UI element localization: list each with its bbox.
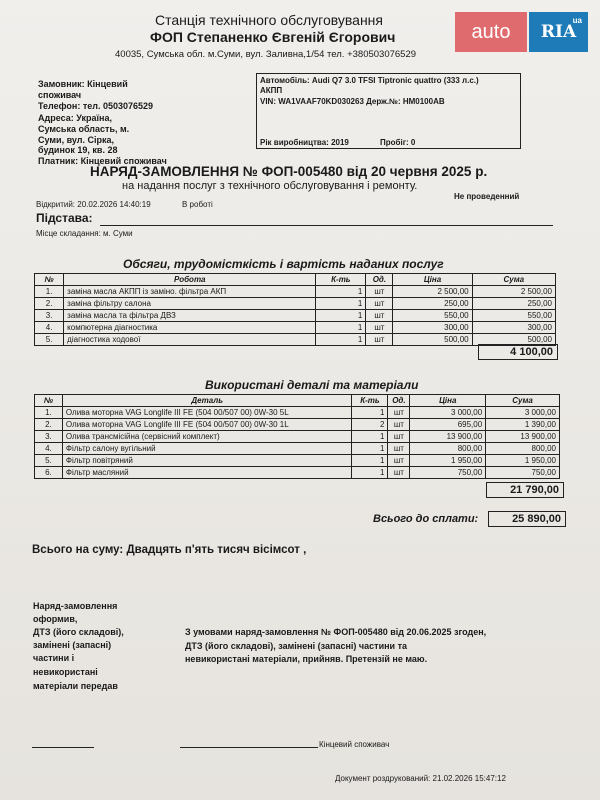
row-qty: 1 [316, 286, 366, 298]
row-number: 3. [35, 431, 63, 443]
logo-auto-text: auto [455, 12, 527, 52]
row-unit: шт [388, 443, 410, 455]
row-sum: 500,00 [472, 334, 555, 346]
auto-ria-logo[interactable] [455, 12, 588, 52]
owner-name: ФОП Степаненко Євгеній Єгорович [150, 29, 396, 45]
row-unit: шт [366, 310, 393, 322]
row-work: заміна фільтру салона [64, 298, 316, 310]
handover-line-1: Наряд-замовлення [33, 601, 118, 611]
row-part: Олива трансмісійна (сервісний комплект) [62, 431, 352, 443]
row-price: 1 950,00 [410, 455, 486, 467]
handover-line-2: оформив, [33, 614, 78, 624]
order-inwork: В роботі [182, 200, 213, 209]
handover-line-3: ДТЗ (його складові), [33, 627, 124, 637]
col-qty: К-ть [352, 395, 388, 407]
grand-total-value: 25 890,00 [488, 511, 566, 527]
row-number: 6. [35, 467, 63, 479]
parts-header-row [35, 395, 560, 407]
row-sum: 1 390,00 [486, 419, 560, 431]
customer-address-1: Адреса: Україна, [38, 113, 112, 123]
row-price: 550,00 [393, 310, 472, 322]
col-price: Ціна [410, 395, 486, 407]
row-qty: 2 [352, 419, 388, 431]
row-qty: 1 [352, 443, 388, 455]
row-part: Фільтр салону вугільний [62, 443, 352, 455]
table-row [35, 322, 556, 334]
row-qty: 1 [316, 310, 366, 322]
row-work: заміна масла та фільтра ДВЗ [64, 310, 316, 322]
col-number: № [35, 274, 64, 286]
vehicle-year: Рік виробництва: 2019 [260, 138, 349, 147]
row-part: Фільтр масляний [62, 467, 352, 479]
row-number: 2. [35, 419, 63, 431]
works-title: Обсяги, трудомісткість і вартість наданих послуг [123, 257, 444, 271]
signature-line-right [180, 747, 318, 748]
row-number: 1. [35, 407, 63, 419]
parts-total: 21 790,00 [486, 482, 564, 498]
table-row [35, 407, 560, 419]
table-row [35, 455, 560, 467]
row-price: 3 000,00 [410, 407, 486, 419]
table-row [35, 419, 560, 431]
table-row [35, 431, 560, 443]
row-qty: 1 [352, 431, 388, 443]
works-header-row [35, 274, 556, 286]
vehicle-transmission: АКПП [260, 86, 283, 95]
station-title: Станція технічного обслуговування [155, 12, 383, 28]
row-work: діагностика ходової [64, 334, 316, 346]
row-number: 4. [35, 322, 64, 334]
row-work: компютерна діагностика [64, 322, 316, 334]
handover-line-7: матеріали передав [33, 681, 118, 691]
customer-payer: Платник: Кінцевий споживач [38, 156, 167, 166]
parts-table [34, 394, 560, 479]
parts-title: Використані деталі та матеріали [205, 378, 419, 392]
customer-line-2: споживач [38, 90, 82, 100]
place-of-compilation: Місце складання: м. Суми [36, 229, 133, 238]
amount-in-words: Всього на суму: Двадцять п'ять тисяч вісімсот , [32, 544, 307, 556]
table-row [35, 467, 560, 479]
handover-line-5: частини і [33, 653, 75, 663]
order-status: Не проведенний [454, 192, 520, 201]
printed-timestamp: Документ роздрукований: 21.02.2026 15:47:12 [335, 774, 506, 783]
row-part: Олива моторна VAG Longlife III FE (504 00/507 00) 0W-30 1L [62, 419, 352, 431]
row-price: 500,00 [393, 334, 472, 346]
row-part: Фільтр повітряний [62, 455, 352, 467]
row-sum: 250,00 [472, 298, 555, 310]
logo-ua-text: ua [572, 16, 582, 25]
table-row [35, 286, 556, 298]
customer-address-2: Сумська область, м. [38, 124, 130, 134]
row-sum: 550,00 [472, 310, 555, 322]
row-work: заміна масла АКПП із заміно. фільтра АКП [64, 286, 316, 298]
table-row [35, 443, 560, 455]
order-opened: Відкритий: 20.02.2026 14:40:19 [36, 200, 151, 209]
row-unit: шт [366, 334, 393, 346]
col-price: Ціна [393, 274, 472, 286]
handover-line-4: замінені (запасні) [33, 640, 112, 650]
customer-line-1: Замовник: Кінцевий [38, 79, 128, 89]
row-qty: 1 [352, 407, 388, 419]
row-unit: шт [388, 455, 410, 467]
row-price: 695,00 [410, 419, 486, 431]
row-unit: шт [388, 467, 410, 479]
row-sum: 800,00 [486, 443, 560, 455]
order-title: НАРЯД-ЗАМОВЛЕННЯ № ФОП-005480 від 20 червня 2025 р. [90, 164, 488, 179]
col-qty: К-ть [316, 274, 366, 286]
customer-address-4: будинок 19, кв. 28 [38, 145, 118, 155]
row-price: 13 900,00 [410, 431, 486, 443]
owner-address: 40035, Сумська обл. м.Суми, вул. Заливна,1/54 тел. +380503076529 [115, 49, 417, 60]
row-unit: шт [366, 298, 393, 310]
row-sum: 13 900,00 [486, 431, 560, 443]
row-unit: шт [388, 419, 410, 431]
row-unit: шт [366, 322, 393, 334]
row-number: 4. [35, 443, 63, 455]
row-sum: 2 500,00 [472, 286, 555, 298]
col-number: № [35, 395, 63, 407]
row-number: 2. [35, 298, 64, 310]
row-sum: 750,00 [486, 467, 560, 479]
row-number: 3. [35, 310, 64, 322]
signature-line-left [32, 747, 94, 748]
row-price: 300,00 [393, 322, 472, 334]
signature-label: Кінцевий споживач [319, 740, 390, 749]
basis-line [100, 225, 553, 226]
basis-label: Підстава: [36, 211, 93, 225]
customer-phone: Телефон: тел. 0503076529 [38, 101, 154, 111]
col-part: Деталь [62, 395, 352, 407]
row-sum: 300,00 [472, 322, 555, 334]
row-price: 750,00 [410, 467, 486, 479]
col-unit: Од. [388, 395, 410, 407]
col-work: Робота [64, 274, 316, 286]
vehicle-vin: VIN: WA1VAAF70KD030263 Держ.№: НМ0100АВ [260, 97, 445, 106]
col-sum: Сума [486, 395, 560, 407]
row-number: 1. [35, 286, 64, 298]
row-price: 250,00 [393, 298, 472, 310]
row-unit: шт [388, 431, 410, 443]
grand-total-label: Всього до сплати: [373, 513, 479, 525]
row-qty: 1 [352, 455, 388, 467]
col-sum: Сума [472, 274, 555, 286]
acceptance-line-2: ДТЗ (його складові), замінені (запасні) частини та [185, 641, 407, 651]
row-number: 5. [35, 334, 64, 346]
customer-address-3: Суми, вул. Сірка, [38, 135, 114, 145]
vehicle-mileage: Пробіг: 0 [380, 138, 416, 147]
row-unit: шт [366, 286, 393, 298]
row-price: 2 500,00 [393, 286, 472, 298]
vehicle-model: Автомобіль: Audi Q7 3.0 TFSI Tiptronic quattro (333 л.с.) [260, 76, 479, 85]
table-row [35, 310, 556, 322]
row-price: 800,00 [410, 443, 486, 455]
works-total: 4 100,00 [478, 344, 558, 360]
logo-ria-text: RIA [529, 12, 588, 52]
col-unit: Од. [366, 274, 393, 286]
acceptance-line-3: невикористані матеріали, прийняв. Претензій не маю. [185, 654, 428, 664]
row-sum: 1 950,00 [486, 455, 560, 467]
acceptance-line-1: З умовами наряд-замовлення № ФОП-005480 від 20.06.2025 згоден, [185, 627, 487, 637]
vehicle-box [256, 73, 521, 149]
table-row [35, 298, 556, 310]
row-number: 5. [35, 455, 63, 467]
row-unit: шт [388, 407, 410, 419]
row-qty: 1 [316, 322, 366, 334]
handover-line-6: невикористані [33, 667, 98, 677]
row-qty: 1 [352, 467, 388, 479]
row-qty: 1 [316, 334, 366, 346]
row-qty: 1 [316, 298, 366, 310]
row-part: Олива моторна VAG Longlife III FE (504 00/507 00) 0W-30 5L [62, 407, 352, 419]
row-sum: 3 000,00 [486, 407, 560, 419]
works-table [34, 273, 556, 346]
order-subtitle: на надання послуг з технічного обслуговування і ремонту. [122, 180, 418, 192]
